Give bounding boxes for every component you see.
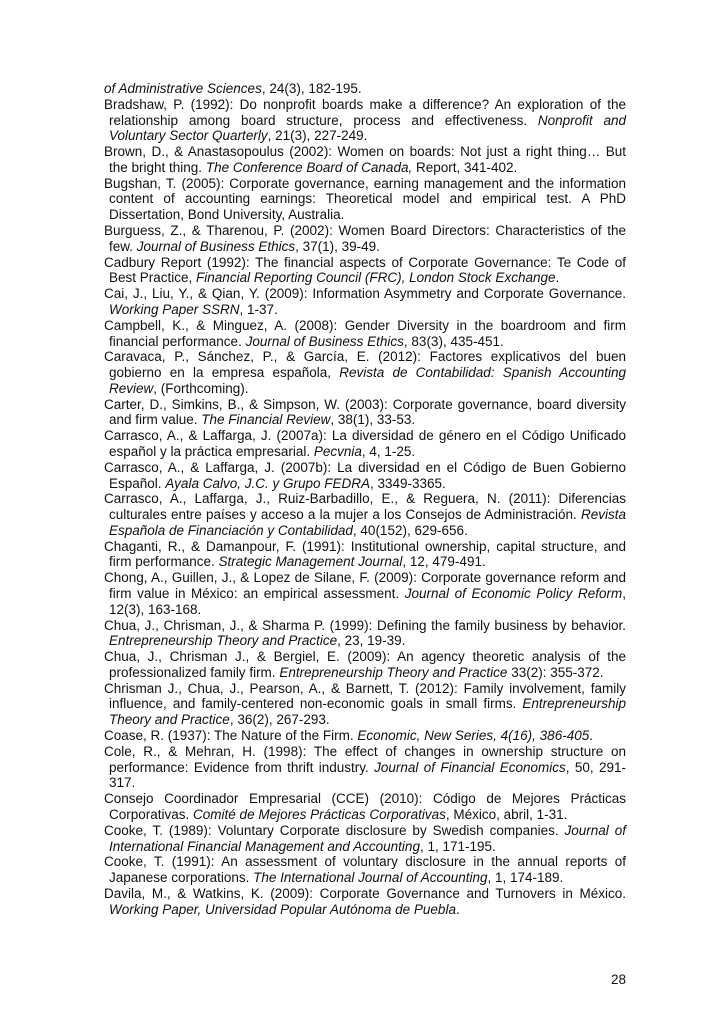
- reference-text: , 1, 171-195.: [419, 838, 496, 854]
- reference-source-title: Journal of Business Ethics: [245, 333, 404, 349]
- reference-source-title: Economic, New Series, 4(16), 386-405: [357, 728, 590, 744]
- reference-entry: [104, 649, 626, 681]
- reference-source-title: Financial Reporting Council (FRC), London Stock Exchange: [196, 270, 556, 286]
- reference-entry: [104, 81, 626, 97]
- reference-text: , 37(1), 39-49.: [295, 238, 380, 254]
- reference-text: Bradshaw, P. (1992): Do nonprofit boards make a difference? An exploration of the relationship among board structure, process and effectiveness.: [104, 96, 626, 128]
- reference-text: Chrisman J., Chua, J., Pearson, A., & Barnett, T. (2012): Family involvement, family influence, and family-centered non-economic goals in small firms.: [104, 680, 626, 712]
- reference-entry: [104, 255, 626, 287]
- reference-entry: [104, 791, 626, 823]
- reference-entry: [104, 618, 626, 650]
- reference-text: Coase, R. (1937): The Nature of the Firm.: [104, 728, 358, 744]
- reference-text: Chaganti, R., & Damanpour, F. (1991): Institutional ownership, capital structure, and firm performance.: [104, 538, 626, 570]
- page-number: 28: [610, 972, 626, 987]
- reference-source-title: Ayala Calvo, J.C. y Grupo FEDRA: [165, 475, 370, 491]
- reference-text: , 3349-3365.: [370, 475, 446, 491]
- reference-text: Carrasco, A., & Laffarga, J. (2007b): La diversidad en el Código de Buen Gobierno Español.: [104, 459, 626, 491]
- reference-text: Consejo Coordinador Empresarial (CCE) (2010): Código de Mejores Prácticas Corporativas.: [104, 791, 626, 822]
- reference-entry: [104, 286, 626, 318]
- reference-text: Burguess, Z., & Tharenou, P. (2002): Women Board Directors: Characteristics of the few.: [104, 223, 626, 254]
- reference-text: , 50, 291-317.: [109, 759, 626, 791]
- reference-text: , 4, 1-25.: [361, 443, 416, 459]
- reference-text: Davila, M., & Watkins, K. (2009): Corporate Governance and Turnovers in México.: [104, 885, 626, 901]
- reference-source-title: Entrepreneurship Theory and Practice: [279, 664, 508, 680]
- reference-text: Carter, D., Simkins, B., & Simpson, W. (2003): Corporate governance, board diversity and firm value.: [104, 396, 626, 428]
- reference-source-title: Journal of International Financial Management and Accounting: [109, 822, 626, 854]
- reference-entry: [104, 728, 626, 744]
- reference-text: Cole, R., & Mehran, H. (1998): The effect of changes in ownership structure on performance: Evidence from thrift industry.: [104, 743, 626, 775]
- reference-text: Cooke, T. (1989): Voluntary Corporate disclosure by Swedish companies.: [104, 822, 565, 838]
- reference-source-title: Journal of Business Ethics: [136, 238, 296, 254]
- reference-text: .: [455, 901, 460, 917]
- reference-entry: [104, 460, 626, 492]
- reference-text: , 21(3), 227-249.: [267, 128, 368, 144]
- reference-text: , 40(152), 629-656.: [352, 522, 468, 538]
- reference-entry: [104, 318, 626, 350]
- reference-entry: [104, 823, 626, 855]
- reference-text: , 83(3), 435-451.: [403, 333, 504, 349]
- reference-text: Campbell, K., & Minguez, A. (2008): Gender Diversity in the boardroom and firm financial performance.: [104, 317, 626, 349]
- reference-text: , 23, 19-39.: [337, 633, 406, 649]
- reference-text: Bugshan, T. (2005): Corporate governance, earning management and the information content of accounting earnings: Theoretical model and empirical test. A PhD Dissertation, Bond University, Australia.: [104, 175, 626, 223]
- reference-text: Carrasco, A., Laffarga, J., Ruiz-Barbadillo, E., & Reguera, N. (2011): Diferencias culturales entre países y acceso a la mujer a los Consejos de Administración.: [104, 491, 626, 523]
- reference-source-title: The Conference Board of Canada,: [205, 159, 413, 175]
- reference-entry: [104, 349, 626, 396]
- reference-source-title: Journal of Financial Economics: [374, 759, 566, 775]
- reference-source-title: Journal of Economic Policy Reform: [404, 586, 623, 601]
- reference-entry: [104, 854, 626, 886]
- reference-source-title: Revista Española de Financiación y Contabilidad: [109, 507, 626, 538]
- reference-source-title: Pecvnia: [313, 443, 362, 459]
- reference-text: Chua, J., Chrisman, J., & Sharma P. (1999): Defining the family business by behavior.: [104, 617, 626, 633]
- reference-text: Cai, J., Liu, Y., & Qian, Y. (2009): Information Asymmetry and Corporate Governance.: [104, 286, 626, 302]
- reference-source-title: Entrepreneurship Theory and Practice: [109, 696, 626, 728]
- reference-text: , 38(1), 33-53.: [330, 412, 416, 428]
- reference-source-title: Working Paper SSRN: [109, 301, 240, 317]
- reference-list: [104, 81, 626, 917]
- reference-entry: [104, 886, 626, 918]
- reference-text: , 36(2), 267-293.: [229, 712, 330, 728]
- reference-entry: [104, 491, 626, 538]
- reference-text: , 24(3), 182-195.: [261, 81, 362, 96]
- reference-text: , 1, 174-189.: [487, 870, 564, 886]
- reference-source-title: Strategic Management Journal: [218, 554, 403, 570]
- reference-entry: [104, 681, 626, 728]
- reference-entry: [104, 97, 626, 144]
- reference-text: Brown, D., & Anastasopoulus (2002): Women on boards: Not just a right thing… But the bright thing.: [104, 144, 626, 175]
- reference-text: Report, 341-402.: [412, 159, 518, 175]
- reference-text: 33(2): 355-372.: [507, 664, 604, 680]
- reference-text: , 12, 479-491.: [402, 554, 486, 570]
- reference-text: Cooke, T. (1991): An assessment of voluntary disclosure in the annual reports of Japanese corporations.: [104, 854, 626, 886]
- reference-entry: [104, 223, 626, 255]
- reference-text: .: [589, 728, 593, 744]
- reference-source-title: The Financial Review: [201, 412, 331, 428]
- reference-text: Carrasco, A., & Laffarga, J. (2007a): La diversidad de género en el Código Unificado español y la práctica empresarial.: [104, 428, 626, 459]
- reference-source-title: of Administrative Sciences: [104, 81, 262, 96]
- reference-source-title: Nonprofit and Voluntary Sector Quarterly: [109, 112, 626, 144]
- reference-text: Chua, J., Chrisman J., & Bergiel, E. (2009): An agency theoretic analysis of the professionalized family firm.: [104, 649, 626, 680]
- reference-source-title: Comité de Mejores Prácticas Corporativas: [193, 806, 446, 822]
- reference-entry: [104, 570, 626, 617]
- reference-text: Caravaca, P., Sánchez, P., & García, E. (2012): Factores explicativos del buen gobierno en la empresa española,: [104, 349, 626, 381]
- reference-source-title: Entrepreneurship Theory and Practice: [109, 633, 338, 649]
- reference-source-title: Working Paper, Universidad Popular Autónoma de Puebla: [109, 901, 456, 917]
- reference-entry: [104, 176, 626, 223]
- reference-text: , 12(3), 163-168.: [109, 586, 626, 617]
- reference-text: , México, abril, 1-31.: [445, 806, 568, 822]
- reference-entry: [104, 744, 626, 791]
- reference-entry: [104, 428, 626, 460]
- reference-text: Cadbury Report (1992): The financial aspects of Corporate Governance: Te Code of Best Practice,: [104, 254, 626, 286]
- reference-source-title: The International Journal of Accounting: [253, 870, 488, 886]
- reference-text: .: [555, 270, 560, 286]
- reference-entry: [104, 539, 626, 571]
- reference-entry: [104, 397, 626, 429]
- reference-text: Chong, A., Guillen, J., & Lopez de Silane, F. (2009): Corporate governance reform and firm value in México: an empirical assessment.: [104, 570, 626, 601]
- reference-text: , (Forthcoming).: [153, 380, 249, 396]
- reference-source-title: Revista de Contabilidad: Spanish Accounting Review: [109, 365, 626, 396]
- reference-text: , 1-37.: [239, 301, 278, 317]
- reference-entry: [104, 144, 626, 176]
